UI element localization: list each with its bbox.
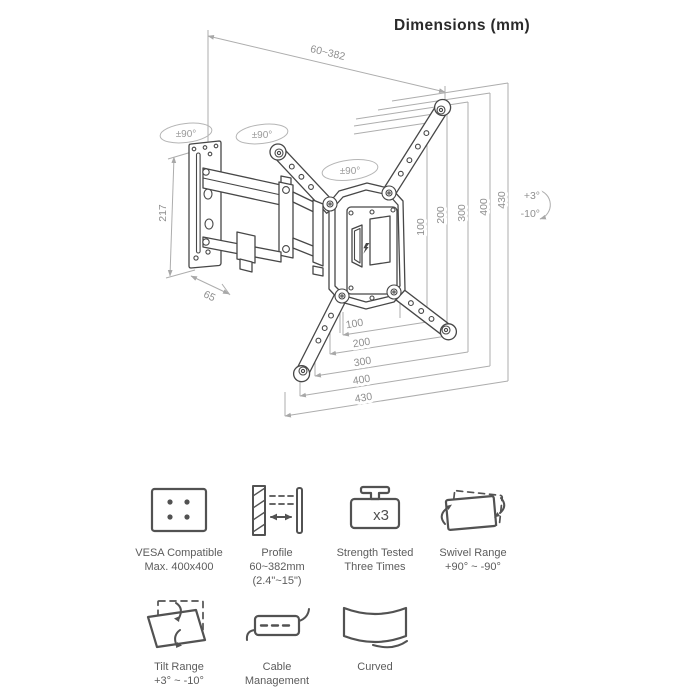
dim-right-100: 100 bbox=[415, 218, 427, 236]
feature-profile-caption: Profile 60~382mm (2.4"~15") bbox=[249, 547, 305, 588]
feature-swivel bbox=[424, 482, 522, 588]
profile-icon bbox=[237, 482, 317, 540]
swivel-label-3: ±90° bbox=[339, 166, 361, 177]
dim-right-300: 300 bbox=[456, 204, 468, 222]
dim-plate-height: 217 bbox=[157, 204, 169, 222]
dim-bottom-430: 430 bbox=[353, 390, 374, 406]
feature-row-1 bbox=[130, 482, 570, 588]
dim-plate-depth: 65 bbox=[201, 288, 218, 305]
feature-row-2 bbox=[130, 596, 570, 688]
feature-vesa bbox=[130, 482, 228, 588]
tilt-icon bbox=[139, 596, 219, 654]
tilt-down-label: -10° bbox=[520, 208, 540, 220]
feature-profile bbox=[228, 482, 326, 588]
wall-plate-and-arm bbox=[189, 141, 323, 276]
feature-strength-caption: Strength Tested Three Times bbox=[336, 547, 414, 574]
strength-badge: x3 bbox=[373, 507, 389, 524]
vesa-plate bbox=[323, 183, 405, 309]
cable-icon bbox=[237, 596, 317, 654]
dim-right-400: 400 bbox=[478, 198, 490, 216]
strength-icon bbox=[335, 482, 415, 540]
feature-tilt bbox=[130, 596, 228, 688]
feature-cable bbox=[228, 596, 326, 688]
dim-width-range: 60~382 bbox=[309, 43, 347, 63]
dim-bottom-300: 300 bbox=[352, 354, 373, 370]
feature-strength bbox=[326, 482, 424, 588]
tilt-up-label: +3° bbox=[523, 190, 540, 202]
feature-curved bbox=[326, 596, 424, 688]
dim-bottom-400: 400 bbox=[351, 372, 372, 388]
feature-cable-caption: Cable Management bbox=[244, 661, 310, 688]
swivel-label-1: ±90° bbox=[175, 129, 197, 140]
feature-swivel-caption: Swivel Range +90° ~ -90° bbox=[439, 547, 507, 574]
vesa-icon bbox=[139, 482, 219, 540]
dim-right-430: 430 bbox=[496, 191, 508, 209]
dim-right-200: 200 bbox=[435, 206, 447, 224]
curved-icon bbox=[335, 596, 415, 654]
dim-bottom-200: 200 bbox=[351, 335, 372, 351]
feature-curved-caption: Curved bbox=[357, 661, 393, 673]
swivel-label-2: ±90° bbox=[251, 130, 273, 141]
dim-bottom-100: 100 bbox=[344, 316, 365, 332]
feature-tilt-caption: Tilt Range +3° ~ -10° bbox=[154, 661, 204, 688]
page-title: Dimensions (mm) bbox=[394, 17, 531, 34]
swivel-icon bbox=[433, 482, 513, 540]
feature-vesa-caption: VESA Compatible Max. 400x400 bbox=[135, 547, 223, 574]
